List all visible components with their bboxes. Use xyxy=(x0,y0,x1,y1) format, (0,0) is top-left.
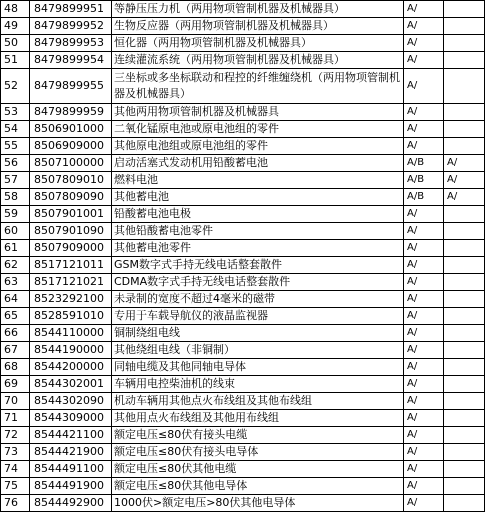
commodity-name-cell: 其他铅酸蓄电池零件 xyxy=(112,223,404,240)
commodity-name-cell: 铜制绕组电线 xyxy=(112,325,404,342)
row-number-cell: 60 xyxy=(1,223,30,240)
table-row xyxy=(1,325,485,342)
condition-a-cell: A/ xyxy=(404,495,444,512)
hs-code-cell: 8517121021 xyxy=(30,274,112,291)
commodity-name-cell: 其他原电池组或原电池组的零件 xyxy=(112,138,404,155)
commodity-name-cell: 其他两用物项管制机器及机械器具 xyxy=(112,104,404,121)
commodity-table-body xyxy=(1,1,485,512)
condition-a-cell: A/ xyxy=(404,69,444,104)
condition-a-cell: A/ xyxy=(404,410,444,427)
table-row xyxy=(1,35,485,52)
condition-a-cell: A/ xyxy=(404,1,444,18)
hs-code-cell: 8479899953 xyxy=(30,35,112,52)
hs-code-cell: 8544491900 xyxy=(30,478,112,495)
row-number-cell: 53 xyxy=(1,104,30,121)
table-row xyxy=(1,1,485,18)
table-row xyxy=(1,121,485,138)
hs-code-cell: 8507809090 xyxy=(30,189,112,206)
commodity-name-cell: 铅酸蓄电池电极 xyxy=(112,206,404,223)
condition-a-cell: A/ xyxy=(404,393,444,410)
table-row xyxy=(1,223,485,240)
commodity-name-cell: 额定电压≤80伏其他电缆 xyxy=(112,461,404,478)
row-number-cell: 54 xyxy=(1,121,30,138)
hs-code-cell: 8479899955 xyxy=(30,69,112,104)
condition-a-cell: A/ xyxy=(404,427,444,444)
table-row xyxy=(1,206,485,223)
condition-a-cell: A/ xyxy=(404,291,444,308)
table-row xyxy=(1,427,485,444)
row-number-cell: 68 xyxy=(1,359,30,376)
hs-code-cell: 8479899952 xyxy=(30,18,112,35)
commodity-name-cell: 额定电压≤80伏其他电导体 xyxy=(112,478,404,495)
row-number-cell: 63 xyxy=(1,274,30,291)
condition-a-cell: A/ xyxy=(404,206,444,223)
condition-a-cell: A/ xyxy=(404,223,444,240)
condition-b-cell xyxy=(444,478,485,495)
table-row xyxy=(1,18,485,35)
commodity-name-cell: 额定电压≤80伏有接头电缆 xyxy=(112,427,404,444)
commodity-name-cell: 其他绕组电线（非铜制） xyxy=(112,342,404,359)
hs-code-cell: 8479899951 xyxy=(30,1,112,18)
row-number-cell: 76 xyxy=(1,495,30,512)
commodity-name-cell: 未录制的宽度不超过4毫米的磁带 xyxy=(112,291,404,308)
row-number-cell: 59 xyxy=(1,206,30,223)
hs-code-cell: 8544491100 xyxy=(30,461,112,478)
row-number-cell: 72 xyxy=(1,427,30,444)
condition-b-cell: A/ xyxy=(444,172,485,189)
row-number-cell: 65 xyxy=(1,308,30,325)
condition-a-cell: A/ xyxy=(404,52,444,69)
hs-code-cell: 8544421900 xyxy=(30,444,112,461)
condition-a-cell: A/ xyxy=(404,478,444,495)
hs-code-cell: 8528591010 xyxy=(30,308,112,325)
commodity-name-cell: 其他蓄电池零件 xyxy=(112,240,404,257)
table-row xyxy=(1,495,485,512)
hs-code-cell: 8523292100 xyxy=(30,291,112,308)
table-row xyxy=(1,291,485,308)
hs-code-cell: 8507809010 xyxy=(30,172,112,189)
row-number-cell: 69 xyxy=(1,376,30,393)
condition-a-cell: A/ xyxy=(404,18,444,35)
condition-a-cell: A/ xyxy=(404,240,444,257)
commodity-name-cell: 三坐标或多坐标联动和程控的纤维缠绕机（两用物项管制机器及机械器具） xyxy=(112,69,404,104)
table-row xyxy=(1,359,485,376)
row-number-cell: 50 xyxy=(1,35,30,52)
condition-b-cell xyxy=(444,410,485,427)
condition-a-cell: A/ xyxy=(404,461,444,478)
commodity-name-cell: 其他蓄电池 xyxy=(112,189,404,206)
hs-code-cell: 8506909000 xyxy=(30,138,112,155)
hs-code-cell: 8507909000 xyxy=(30,240,112,257)
table-row xyxy=(1,138,485,155)
table-row xyxy=(1,376,485,393)
condition-b-cell xyxy=(444,104,485,121)
hs-code-cell: 8507901090 xyxy=(30,223,112,240)
condition-b-cell xyxy=(444,52,485,69)
condition-b-cell xyxy=(444,393,485,410)
table-row xyxy=(1,274,485,291)
table-row xyxy=(1,393,485,410)
condition-a-cell: A/ xyxy=(404,274,444,291)
condition-b-cell xyxy=(444,18,485,35)
commodity-name-cell: 车辆用电控柴油机的线束 xyxy=(112,376,404,393)
condition-b-cell xyxy=(444,69,485,104)
condition-a-cell: A/ xyxy=(404,121,444,138)
commodity-name-cell: 机动车辆用其他点火布线组及其他布线组 xyxy=(112,393,404,410)
hs-code-cell: 8506901000 xyxy=(30,121,112,138)
commodity-name-cell: 燃料电池 xyxy=(112,172,404,189)
hs-code-cell: 8544302001 xyxy=(30,376,112,393)
condition-b-cell xyxy=(444,121,485,138)
commodity-name-cell: 额定电压≤80伏有接头电导体 xyxy=(112,444,404,461)
commodity-name-cell: 专用于车载导航仪的液晶监视器 xyxy=(112,308,404,325)
table-row xyxy=(1,410,485,427)
hs-code-cell: 8544421100 xyxy=(30,427,112,444)
commodity-name-cell: 生物反应器（两用物项管制机器及机械器具） xyxy=(112,18,404,35)
table-row xyxy=(1,52,485,69)
row-number-cell: 56 xyxy=(1,155,30,172)
commodity-name-cell: 恒化器（两用物项管制机器及机械器具） xyxy=(112,35,404,52)
condition-b-cell: A/ xyxy=(444,155,485,172)
table-row xyxy=(1,155,485,172)
hs-code-cell: 8507100000 xyxy=(30,155,112,172)
table-row xyxy=(1,257,485,274)
commodity-name-cell: 等静压压力机（两用物项管制机器及机械器具） xyxy=(112,1,404,18)
row-number-cell: 62 xyxy=(1,257,30,274)
commodity-name-cell: 1000伏>额定电压>80伏其他电导体 xyxy=(112,495,404,512)
hs-code-cell: 8507901001 xyxy=(30,206,112,223)
hs-code-cell: 8544200000 xyxy=(30,359,112,376)
condition-a-cell: A/B xyxy=(404,155,444,172)
condition-b-cell xyxy=(444,291,485,308)
row-number-cell: 70 xyxy=(1,393,30,410)
hs-code-cell: 8544492900 xyxy=(30,495,112,512)
condition-a-cell: A/ xyxy=(404,376,444,393)
condition-a-cell: A/B xyxy=(404,172,444,189)
hs-code-cell: 8544110000 xyxy=(30,325,112,342)
condition-b-cell xyxy=(444,1,485,18)
commodity-name-cell: GSM数字式手持无线电话整套散件 xyxy=(112,257,404,274)
condition-b-cell xyxy=(444,308,485,325)
table-row xyxy=(1,189,485,206)
row-number-cell: 73 xyxy=(1,444,30,461)
commodity-name-cell: 连续灌流系统（两用物项管制机器及机械器具） xyxy=(112,52,404,69)
condition-b-cell xyxy=(444,325,485,342)
row-number-cell: 48 xyxy=(1,1,30,18)
commodity-name-cell: 其他用点火布线组及其他用布线组 xyxy=(112,410,404,427)
condition-a-cell: A/ xyxy=(404,444,444,461)
condition-a-cell: A/ xyxy=(404,359,444,376)
condition-b-cell xyxy=(444,444,485,461)
condition-a-cell: A/ xyxy=(404,138,444,155)
commodity-name-cell: 二氧化锰原电池或原电池组的零件 xyxy=(112,121,404,138)
condition-a-cell: A/B xyxy=(404,189,444,206)
row-number-cell: 74 xyxy=(1,461,30,478)
condition-b-cell xyxy=(444,257,485,274)
condition-b-cell xyxy=(444,138,485,155)
row-number-cell: 52 xyxy=(1,69,30,104)
condition-b-cell xyxy=(444,427,485,444)
table-row xyxy=(1,69,485,104)
condition-a-cell: A/ xyxy=(404,342,444,359)
table-row xyxy=(1,342,485,359)
condition-b-cell xyxy=(444,342,485,359)
row-number-cell: 55 xyxy=(1,138,30,155)
table-row xyxy=(1,461,485,478)
hs-code-cell: 8544309000 xyxy=(30,410,112,427)
hs-code-cell: 8479899954 xyxy=(30,52,112,69)
row-number-cell: 58 xyxy=(1,189,30,206)
condition-b-cell xyxy=(444,274,485,291)
condition-a-cell: A/ xyxy=(404,325,444,342)
row-number-cell: 66 xyxy=(1,325,30,342)
row-number-cell: 75 xyxy=(1,478,30,495)
row-number-cell: 71 xyxy=(1,410,30,427)
hs-code-cell: 8544190000 xyxy=(30,342,112,359)
table-row xyxy=(1,444,485,461)
commodity-name-cell: 同轴电缆及其他同轴电导体 xyxy=(112,359,404,376)
row-number-cell: 57 xyxy=(1,172,30,189)
condition-a-cell: A/ xyxy=(404,257,444,274)
row-number-cell: 49 xyxy=(1,18,30,35)
condition-b-cell xyxy=(444,206,485,223)
row-number-cell: 51 xyxy=(1,52,30,69)
condition-b-cell xyxy=(444,359,485,376)
condition-b-cell xyxy=(444,240,485,257)
table-row xyxy=(1,308,485,325)
row-number-cell: 67 xyxy=(1,342,30,359)
table-row xyxy=(1,104,485,121)
condition-b-cell xyxy=(444,461,485,478)
hs-code-cell: 8517121011 xyxy=(30,257,112,274)
condition-a-cell: A/ xyxy=(404,104,444,121)
table-row xyxy=(1,240,485,257)
condition-b-cell: A/ xyxy=(444,189,485,206)
condition-b-cell xyxy=(444,223,485,240)
commodity-name-cell: 启动活塞式发动机用铅酸蓄电池 xyxy=(112,155,404,172)
condition-b-cell xyxy=(444,495,485,512)
row-number-cell: 64 xyxy=(1,291,30,308)
hs-code-cell: 8544302090 xyxy=(30,393,112,410)
condition-a-cell: A/ xyxy=(404,308,444,325)
table-row xyxy=(1,478,485,495)
commodity-name-cell: CDMA数字式手持无线电话整套散件 xyxy=(112,274,404,291)
condition-b-cell xyxy=(444,35,485,52)
table-row xyxy=(1,172,485,189)
condition-a-cell: A/ xyxy=(404,35,444,52)
row-number-cell: 61 xyxy=(1,240,30,257)
hs-code-cell: 8479899959 xyxy=(30,104,112,121)
condition-b-cell xyxy=(444,376,485,393)
